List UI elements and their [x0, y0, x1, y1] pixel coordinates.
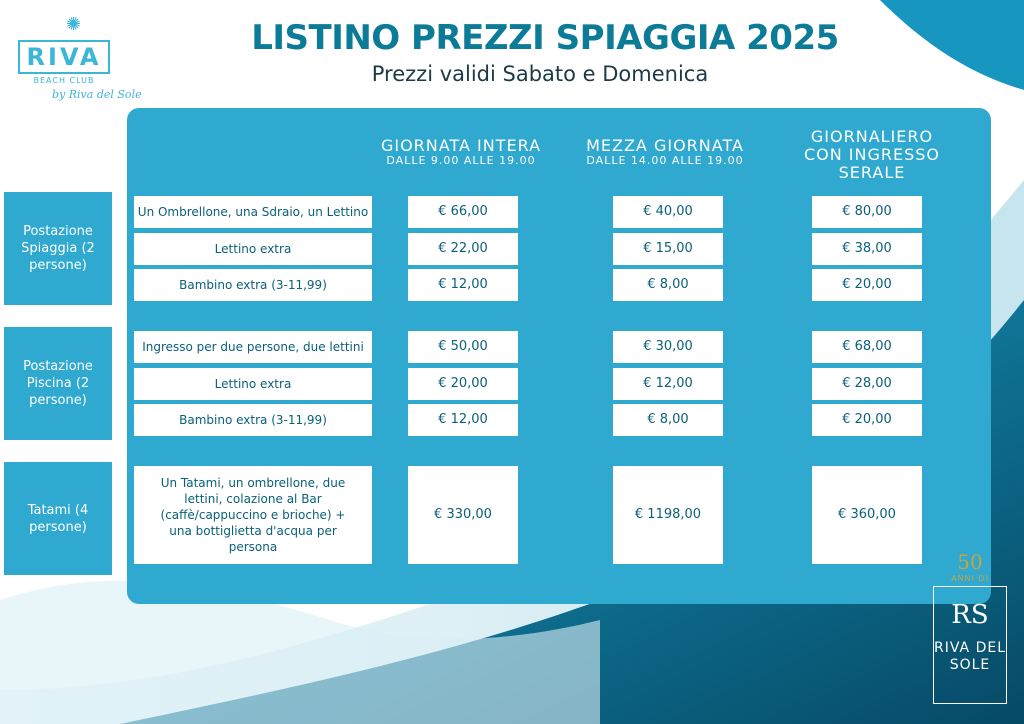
column-title: GIORNATA INTERA — [380, 136, 542, 155]
item-cell: Bambino extra (3-11,99) — [134, 269, 372, 301]
anniversary-number: 50 — [957, 550, 983, 574]
riva-del-sole-logo — [933, 548, 1007, 704]
column-header-giornata-intera — [368, 137, 554, 167]
item-cell: Ingresso per due persone, due lettini — [134, 331, 372, 363]
price-cell: € 1198,00 — [613, 466, 723, 564]
item-cell: Bambino extra (3-11,99) — [134, 404, 372, 436]
price-cell: € 20,00 — [812, 269, 922, 301]
rs-monogram-icon: RS — [951, 600, 989, 630]
price-cell: € 330,00 — [408, 466, 518, 564]
price-cell: € 12,00 — [408, 269, 518, 301]
anniversary-label: ANNI DI — [951, 574, 989, 583]
column-subtitle: DALLE 14.00 ALLE 19.00 — [586, 154, 744, 167]
price-cell: € 80,00 — [812, 196, 922, 228]
price-cell: € 68,00 — [812, 331, 922, 363]
price-cell: € 22,00 — [408, 233, 518, 265]
logo-by-line: by Riva del Sole — [52, 88, 142, 101]
price-cell: € 12,00 — [613, 368, 723, 400]
price-cell: € 38,00 — [812, 233, 922, 265]
column-subtitle: DALLE 9.00 ALLE 19.00 — [386, 154, 536, 167]
price-cell: € 40,00 — [613, 196, 723, 228]
item-cell: Lettino extra — [134, 368, 372, 400]
item-cell: Lettino extra — [134, 233, 372, 265]
section-label-spiaggia: Postazione Spiaggia (2 persone) — [4, 192, 112, 305]
price-cell: € 20,00 — [812, 404, 922, 436]
column-title: GIORNALIERO CON INGRESSO SERALE — [803, 127, 941, 182]
price-cell: € 15,00 — [613, 233, 723, 265]
price-cell: € 8,00 — [613, 404, 723, 436]
column-header-giornaliero — [794, 128, 950, 182]
section-label-piscina: Postazione Piscina (2 persone) — [4, 327, 112, 440]
logo-name: RIVA DEL SOLE — [934, 640, 1006, 673]
octopus-icon: ✺ — [66, 14, 82, 35]
section-label-tatami: Tatami (4 persone) — [4, 462, 112, 575]
price-cell: € 8,00 — [613, 269, 723, 301]
price-cell: € 360,00 — [812, 466, 922, 564]
price-cell: € 50,00 — [408, 331, 518, 363]
item-cell: Un Ombrellone, una Sdraio, un Lettino — [134, 196, 372, 228]
logo-riva-text: RIVA — [18, 40, 110, 74]
logo-tagline: BEACH CLUB — [33, 76, 95, 85]
price-cell: € 20,00 — [408, 368, 518, 400]
price-cell: € 28,00 — [812, 368, 922, 400]
item-cell-tatami: Un Tatami, un ombrellone, due lettini, colazione al Bar (caffè/cappuccino e brioche) + una bottiglietta d'acqua per persona — [134, 466, 372, 564]
riva-beach-club-logo — [18, 14, 142, 104]
page-title: LISTINO PREZZI SPIAGGIA 2025 — [251, 18, 839, 58]
column-title: MEZZA GIORNATA — [586, 136, 744, 155]
price-cell: € 12,00 — [408, 404, 518, 436]
column-header-mezza-giornata — [572, 137, 758, 167]
price-cell: € 30,00 — [613, 331, 723, 363]
price-cell: € 66,00 — [408, 196, 518, 228]
page-subtitle: Prezzi validi Sabato e Domenica — [371, 62, 709, 86]
